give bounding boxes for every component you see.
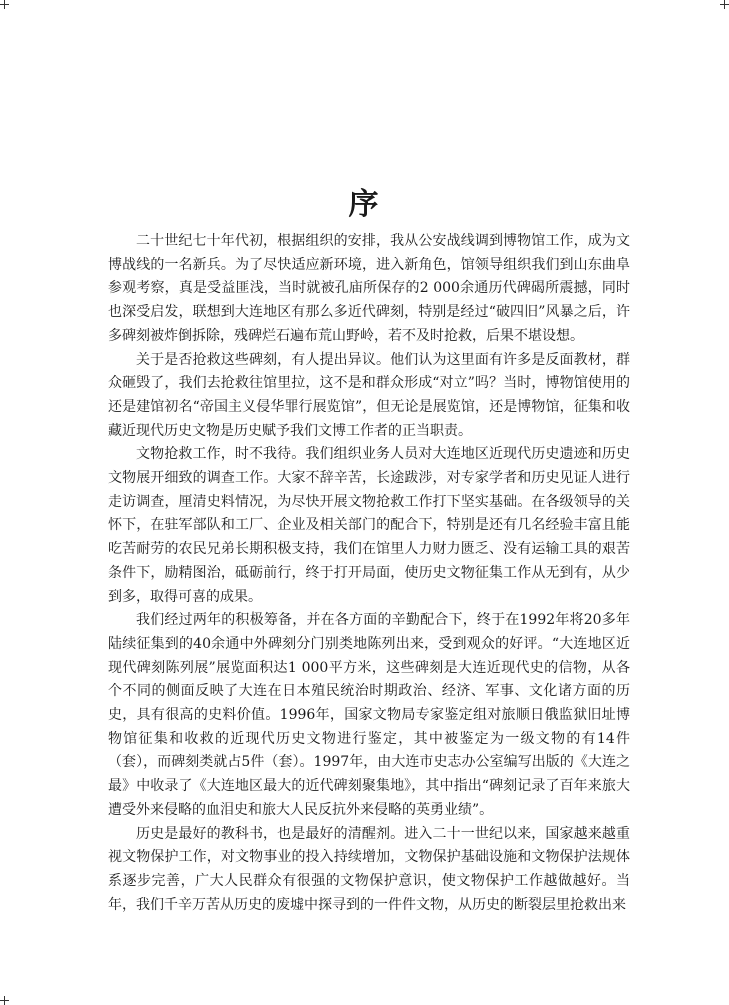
crop-mark-bottom-left	[4, 996, 5, 1005]
paragraph: 关于是否抢救这些碑刻，有人提出异议。他们认为这里面有许多是反面教材，群众砸毁了，我们去抢救往馆里拉，这不是和群众形成“对立”吗？当时，博物馆使用的还是建馆初名“帝国主义侵华罪行展览馆”，但无论是展览馆，还是博物馆，征集和收藏近现代历史文物是历史赋予我们文博工作者的正当职责。	[108, 351, 630, 439]
crop-mark-top-left	[4, 0, 5, 9]
body-text	[108, 230, 630, 917]
page-title: 序	[348, 187, 381, 223]
paragraph: 文物抢救工作，时不我待。我们组织业务人员对大连地区近现代历史遗迹和历史文物展开细致的调查工作。大家不辞辛苦，长途跋涉，对专家学者和历史见证人进行走访调查，厘清史料情况，为尽快开展文物抢救工作打下坚实基础。在各级领导的关怀下，在驻军部队和工厂、企业及相关部门的配合下，特别是还有几名经验丰富且能吃苦耐劳的农民兄弟长期积极支持，我们在馆里人力财力匮乏、没有运输工具的艰苦条件下，励精图治，砥砺前行，终于打开局面，使历史文物征集工作从无到有，从少到多，取得可喜的成果。	[108, 446, 630, 605]
paragraph: 我们经过两年的积极筹备，并在各方面的辛勤配合下，终于在1992年将20多年陆续征集到的40余通中外碑刻分门别类地陈列出来，受到观众的好评。“大连地区近现代碑刻陈列展”展览面积达1 000平方米，这些碑刻是大连近现代史的信物，从各个不同的侧面反映了大连在日本殖民统治时期政治、经济、军事、文化诸方面的历史，具有很高的史料价值。1996年，国家文物局专家鉴定组对旅顺日俄监狱旧址博物馆征集和收救的近现代历史文物进行鉴定，其中被鉴定为一级文物的有14件（套），而碑刻类就占5件（套）。1997年，由大连市史志办公室编写出版的《大连之最》中收录了《大连地区最大的近代碑刻聚集地》，其中指出“碑刻记录了百年来旅大遭受外来侵略的血泪史和旅大人民反抗外来侵略的英勇业绩”。	[108, 612, 630, 818]
paragraph: 二十世纪七十年代初，根据组织的安排，我从公安战线调到博物馆工作，成为文博战线的一名新兵。为了尽快适应新环境，进入新角色，馆领导组织我们到山东曲阜参观考察，真是受益匪浅，当时就被孔庙所保存的2 000余通历代碑碣所震撼，同时也深受启发，联想到大连地区有那么多近代碑刻，特别是经过“破四旧”风暴之后，许多碑刻被炸倒拆除，残碑烂石遍布荒山野岭，若不及时抢救，后果不堪设想。	[108, 233, 630, 344]
crop-mark-top-right	[724, 0, 725, 9]
paragraph: 历史是最好的教科书，也是最好的清醒剂。进入二十一世纪以来，国家越来越重视文物保护工作，对文物事业的投入持续增加，文物保护基础设施和文物保护法规体系逐步完善，广大人民群众有很强的文物保护意识，使文物保护工作越做越好。当年，我们千辛万苦从历史的废墟中探寻到的一件件文物，从历史的断裂层里抢救出来	[108, 825, 630, 913]
